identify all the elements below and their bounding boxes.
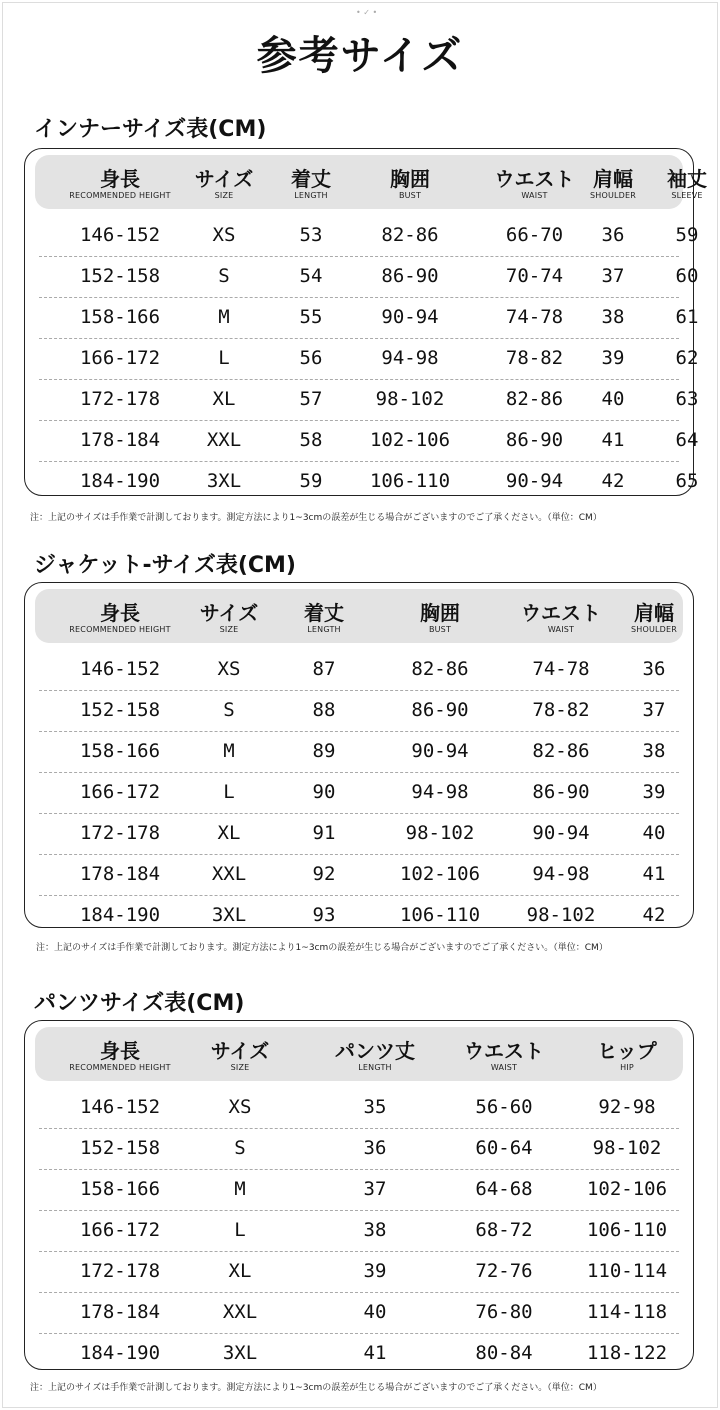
table-cell: 78-82 <box>532 699 590 721</box>
table-row <box>39 731 679 773</box>
table-cell: 36 <box>363 1137 387 1159</box>
table-cell: 42 <box>601 470 625 492</box>
table-cell: 40 <box>601 388 625 410</box>
header-label-en: WAIST <box>490 1063 518 1072</box>
table-row <box>39 215 699 257</box>
table-row <box>39 256 699 298</box>
table-row <box>39 1210 679 1252</box>
table-cell: 87 <box>312 658 336 680</box>
table-cell: 36 <box>642 658 666 680</box>
table-cell: 57 <box>299 388 323 410</box>
table-cell: 102-106 <box>369 429 451 451</box>
table-cell: 54 <box>299 265 323 287</box>
table-cell: 74-78 <box>505 306 564 328</box>
table-cell: 146-152 <box>79 1096 161 1118</box>
header-label-en: LENGTH <box>358 1063 392 1072</box>
table-cell: 90-94 <box>505 470 564 492</box>
header-label-ja: 肩幅 <box>593 167 633 191</box>
table-note: 注：上記のサイズは手作業で計測しております。測定方法により1~3cmの誤差が生じる場合がございますのでご了承ください。（単位：CM） <box>30 513 602 523</box>
header-label-en: SIZE <box>230 1063 250 1072</box>
table-header <box>35 155 707 209</box>
table-cell: 60 <box>675 265 699 287</box>
table-cell: 102-106 <box>586 1178 668 1200</box>
table-cell: 59 <box>299 470 323 492</box>
header-label-en: BUST <box>428 625 452 634</box>
table-row <box>39 772 679 814</box>
table-cell: 86-90 <box>532 781 590 803</box>
header-label-ja: パンツ丈 <box>335 1039 415 1063</box>
table-cell: 38 <box>642 740 666 762</box>
table-cell: 37 <box>642 699 666 721</box>
table-cell: M <box>223 740 235 762</box>
table-cell: 39 <box>642 781 666 803</box>
table-cell: 37 <box>601 265 625 287</box>
header-label-ja: サイズ <box>210 1039 270 1063</box>
table-cell: 93 <box>312 904 336 926</box>
table-cell: 39 <box>363 1260 387 1282</box>
table-row <box>39 813 679 855</box>
table-cell: 82-86 <box>381 224 439 246</box>
table-cell: 94-98 <box>381 347 439 369</box>
table-title: ジャケット-サイズ表(CM) <box>34 553 296 578</box>
table-cell: XL <box>228 1260 252 1282</box>
header-label-ja: サイズ <box>199 601 259 625</box>
decorative-dots: • ✓ • <box>356 8 378 17</box>
table-cell: 90-94 <box>532 822 590 844</box>
table-cell: 70-74 <box>505 265 564 287</box>
header-label-ja: サイズ <box>194 167 254 191</box>
table-cell: 110-114 <box>586 1260 668 1282</box>
header-label-en: SHOULDER <box>630 625 678 634</box>
table-cell: 80-84 <box>475 1342 533 1364</box>
table-row <box>39 1128 679 1170</box>
header-label-ja: 胸囲 <box>390 167 430 191</box>
table-row <box>39 338 699 380</box>
table-cell: 184-190 <box>79 470 161 492</box>
header-label-en: SLEEVE <box>671 191 703 200</box>
table-row <box>39 895 679 936</box>
header-label-en: RECOMMENDED HEIGHT <box>69 191 171 200</box>
table-row <box>39 1251 679 1293</box>
table-cell: 89 <box>312 740 336 762</box>
table-cell: 37 <box>363 1178 387 1200</box>
table-cell: 152-158 <box>79 265 161 287</box>
table-cell: 40 <box>642 822 666 844</box>
table-cell: 72-76 <box>475 1260 533 1282</box>
table-cell: 86-90 <box>505 429 564 451</box>
table-cell: XS <box>212 224 236 246</box>
header-label-ja: 着丈 <box>304 601 344 625</box>
table-cell: 102-106 <box>399 863 481 885</box>
header-label-ja: 身長 <box>100 167 140 191</box>
table-note: 注：上記のサイズは手作業で計測しております。測定方法により1~3cmの誤差が生じる場合がございますのでご了承ください。（単位：CM） <box>36 943 608 953</box>
table-cell: L <box>223 781 235 803</box>
table-cell: 41 <box>363 1342 387 1364</box>
table-cell: 166-172 <box>79 781 161 803</box>
header-label-ja: ウエスト <box>494 167 575 191</box>
header-label-ja: 着丈 <box>291 167 331 191</box>
table-cell: 94-98 <box>411 781 469 803</box>
size-table <box>24 1020 694 1370</box>
table-cell: XXL <box>211 863 247 885</box>
table-cell: 82-86 <box>532 740 590 762</box>
table-cell: 114-118 <box>586 1301 668 1323</box>
table-cell: 152-158 <box>79 1137 161 1159</box>
table-cell: 98-102 <box>526 904 596 926</box>
table-cell: 178-184 <box>79 863 161 885</box>
table-cell: 53 <box>299 224 323 246</box>
size-table <box>24 582 694 928</box>
table-cell: 63 <box>675 388 699 410</box>
table-row <box>39 690 679 732</box>
table-cell: 56-60 <box>475 1096 533 1118</box>
header-label-ja: 肩幅 <box>634 601 674 625</box>
table-cell: 106-110 <box>399 904 481 926</box>
table-cell: 40 <box>363 1301 387 1323</box>
table-cell: 41 <box>601 429 625 451</box>
table-cell: 90-94 <box>381 306 439 328</box>
header-label-en: BUST <box>398 191 422 200</box>
table-cell: M <box>218 306 230 328</box>
table-cell: 74-78 <box>532 658 590 680</box>
table-cell: 38 <box>601 306 625 328</box>
header-label-ja: 身長 <box>100 1039 140 1063</box>
table-cell: 152-158 <box>79 699 161 721</box>
table-cell: XXL <box>222 1301 258 1323</box>
table-cell: 3XL <box>211 904 247 926</box>
table-cell: S <box>234 1137 246 1159</box>
header-label-ja: 身長 <box>100 601 140 625</box>
table-cell: 90 <box>312 781 336 803</box>
table-row <box>39 420 699 462</box>
table-cell: 3XL <box>206 470 242 492</box>
table-cell: 39 <box>601 347 625 369</box>
table-cell: 3XL <box>222 1342 258 1364</box>
table-cell: 86-90 <box>411 699 469 721</box>
header-label-ja: ウエスト <box>464 1039 544 1063</box>
table-cell: 58 <box>299 429 323 451</box>
table-header <box>35 1027 683 1081</box>
table-cell: 88 <box>312 699 336 721</box>
table-cell: XXL <box>206 429 242 451</box>
table-cell: 106-110 <box>369 470 451 492</box>
table-row <box>39 1169 679 1211</box>
table-cell: M <box>234 1178 246 1200</box>
table-cell: 68-72 <box>475 1219 533 1241</box>
table-cell: 172-178 <box>79 388 161 410</box>
table-row <box>39 297 699 339</box>
table-cell: S <box>218 265 230 287</box>
table-cell: 92 <box>312 863 336 885</box>
table-cell: 98-102 <box>592 1137 662 1159</box>
table-cell: 106-110 <box>586 1219 668 1241</box>
table-cell: 56 <box>299 347 323 369</box>
table-row <box>39 1292 679 1334</box>
table-row <box>39 461 699 502</box>
table-cell: 146-152 <box>79 658 161 680</box>
table-cell: 98-102 <box>405 822 475 844</box>
table-cell: 91 <box>312 822 336 844</box>
table-cell: 62 <box>675 347 699 369</box>
table-cell: 35 <box>363 1096 387 1118</box>
table-cell: 64-68 <box>475 1178 533 1200</box>
table-cell: 90-94 <box>411 740 469 762</box>
table-row <box>39 854 679 896</box>
table-cell: 65 <box>675 470 699 492</box>
table-cell: 158-166 <box>79 740 161 762</box>
header-label-en: HIP <box>620 1063 634 1072</box>
table-cell: 178-184 <box>79 429 161 451</box>
table-cell: 66-70 <box>505 224 564 246</box>
table-title: パンツサイズ表(CM) <box>34 991 245 1016</box>
table-cell: XL <box>217 822 241 844</box>
table-cell: 60-64 <box>475 1137 533 1159</box>
table-cell: L <box>234 1219 246 1241</box>
header-label-en: SIZE <box>214 191 234 200</box>
table-cell: 38 <box>363 1219 387 1241</box>
table-cell: 55 <box>299 306 323 328</box>
header-label-en: LENGTH <box>294 191 328 200</box>
header-label-en: LENGTH <box>307 625 341 634</box>
header-label-en: WAIST <box>547 625 575 634</box>
size-table <box>24 148 707 496</box>
header-label-en: RECOMMENDED HEIGHT <box>69 1063 171 1072</box>
table-cell: 59 <box>675 224 699 246</box>
header-label-en: SIZE <box>219 625 239 634</box>
table-cell: 158-166 <box>79 306 161 328</box>
table-cell: 94-98 <box>532 863 590 885</box>
header-label-ja: 袖丈 <box>667 167 707 191</box>
table-cell: XL <box>212 388 236 410</box>
header-label-ja: ウエスト <box>521 601 601 625</box>
table-title: インナーサイズ表(CM) <box>34 117 267 142</box>
table-row <box>39 1333 679 1374</box>
table-cell: XS <box>228 1096 252 1118</box>
table-cell: 42 <box>642 904 666 926</box>
table-cell: 184-190 <box>79 904 161 926</box>
table-cell: 76-80 <box>475 1301 533 1323</box>
table-cell: 61 <box>675 306 699 328</box>
table-cell: 158-166 <box>79 1178 161 1200</box>
table-cell: 166-172 <box>79 1219 161 1241</box>
table-header <box>35 589 683 643</box>
header-label-ja: 胸囲 <box>420 601 460 625</box>
table-cell: 166-172 <box>79 347 161 369</box>
table-cell: 86-90 <box>381 265 439 287</box>
table-cell: 146-152 <box>79 224 161 246</box>
table-row <box>39 1087 679 1129</box>
page-title: 参考サイズ <box>256 33 464 79</box>
table-cell: 78-82 <box>505 347 564 369</box>
table-cell: 36 <box>601 224 625 246</box>
table-cell: S <box>223 699 235 721</box>
table-cell: 98-102 <box>375 388 445 410</box>
table-row <box>39 379 699 421</box>
table-cell: 118-122 <box>586 1342 668 1364</box>
table-cell: 172-178 <box>79 1260 161 1282</box>
table-cell: 82-86 <box>505 388 564 410</box>
table-cell: 82-86 <box>411 658 469 680</box>
table-cell: 92-98 <box>598 1096 656 1118</box>
header-label-en: WAIST <box>521 191 548 200</box>
table-cell: 64 <box>675 429 699 451</box>
table-cell: L <box>218 347 230 369</box>
table-cell: 172-178 <box>79 822 161 844</box>
table-cell: XS <box>217 658 241 680</box>
table-cell: 41 <box>642 863 666 885</box>
header-label-en: SHOULDER <box>589 191 637 200</box>
header-label-en: RECOMMENDED HEIGHT <box>69 625 171 634</box>
table-note: 注：上記のサイズは手作業で計測しております。測定方法により1~3cmの誤差が生じる場合がございますのでご了承ください。（単位：CM） <box>30 1383 602 1393</box>
table-cell: 178-184 <box>79 1301 161 1323</box>
table-cell: 184-190 <box>79 1342 161 1364</box>
header-label-ja: ヒップ <box>597 1039 657 1063</box>
table-row <box>39 649 679 691</box>
